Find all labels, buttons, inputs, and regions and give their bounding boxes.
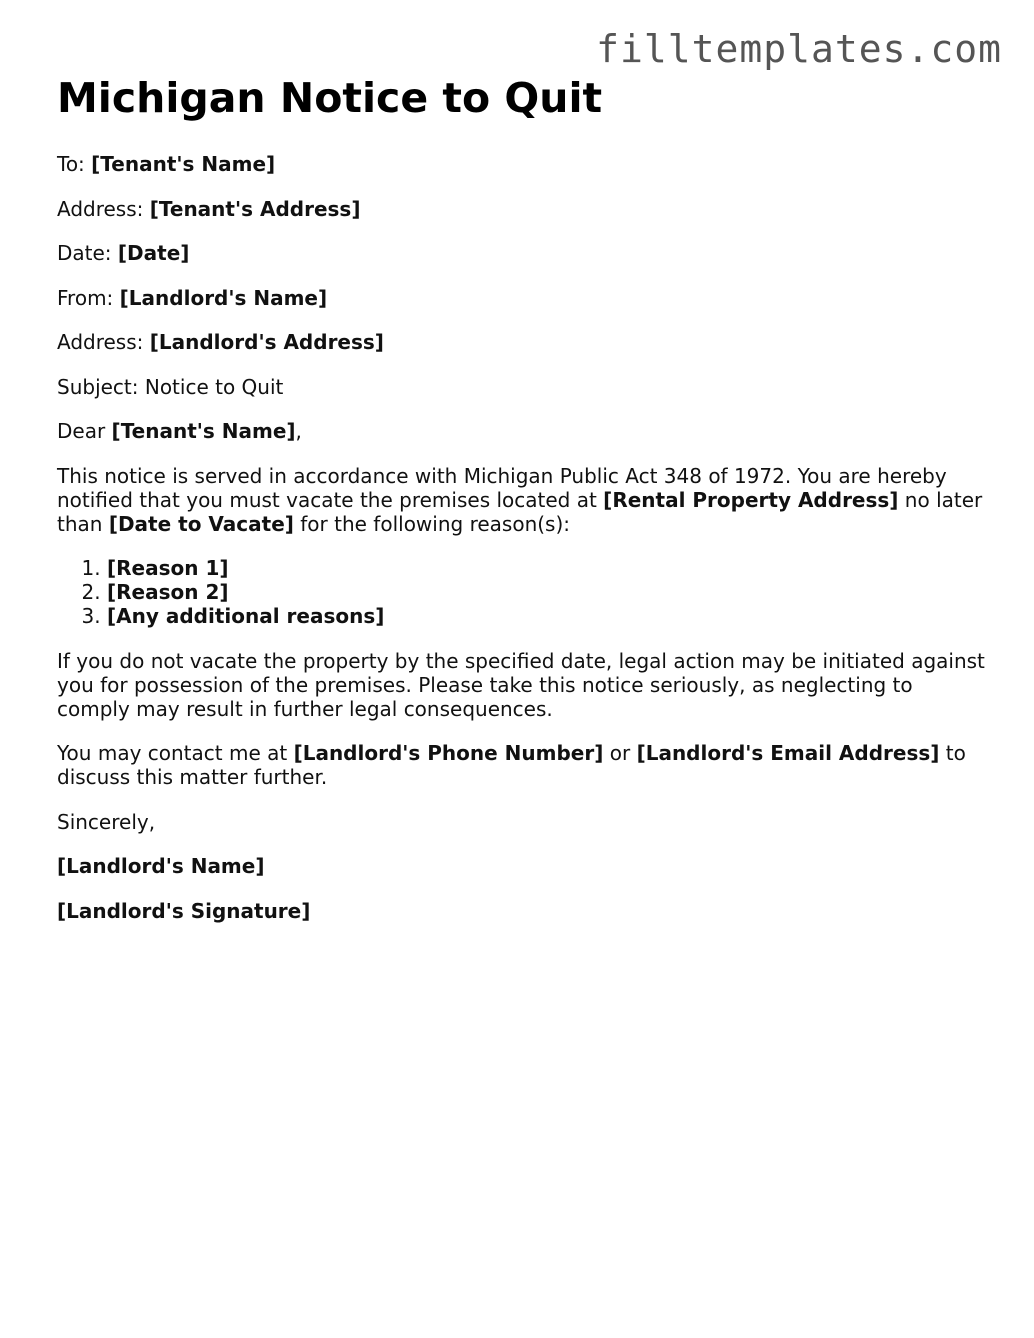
date-placeholder: [Date] [117,241,190,265]
list-item [107,604,987,628]
rental-property-placeholder: [Rental Property Address] [603,487,899,512]
body-paragraph [57,464,987,536]
signature-name [57,854,987,878]
body-text-1: This notice is served in accordance with Michigan Public Act 348 of 1972. You are hereby notified that you must vacate the premises located at [57,463,947,512]
landlord-phone-placeholder: [Landlord's Phone Number] [293,741,604,765]
tenant-address-placeholder: [Tenant's Address] [149,196,361,221]
landlord-address-field [57,330,987,354]
body-text-3: for the following reason(s): [293,511,571,536]
tenant-name-placeholder: [Tenant's Name] [91,152,276,176]
contact-text-3: to discuss this matter further. [57,741,966,789]
document-page [57,72,987,943]
tenant-address-field [57,197,987,221]
vacate-date-placeholder: [Date to Vacate] [108,511,294,536]
contact-text-1: You may contact me at [57,741,294,765]
date-label: Date: [57,241,118,265]
reasons-list [57,556,987,628]
tenant-address-label: Address: [57,196,150,221]
landlord-email-placeholder: [Landlord's Email Address] [636,741,940,765]
salutation [57,419,987,443]
to-label: To: [57,152,92,176]
salutation-suffix: , [295,419,302,443]
list-item [107,580,987,604]
contact-paragraph [57,741,987,789]
signature-placeholder: [Landlord's Signature] [57,898,311,923]
closing: Sincerely, [57,809,156,834]
from-field [57,286,987,310]
contact-text-2: or [603,741,637,765]
list-item [107,556,987,580]
warning-paragraph: If you do not vacate the property by the specified date, legal action may be initiated against you for possession of the premises. Please take this notice seriously, as neglecting to comply may result in further legal consequences. [57,648,985,721]
subject-line: Subject: Notice to Quit [57,374,284,399]
to-field [57,152,987,176]
date-field [57,241,987,265]
landlord-address-placeholder: [Landlord's Address] [149,330,384,354]
page-title: Michigan Notice to Quit [57,74,603,122]
reason-3: [Any additional reasons] [107,604,385,628]
reason-2: [Reason 2] [107,580,229,604]
landlord-address-label: Address: [57,330,150,354]
landlord-name-placeholder: [Landlord's Name] [119,285,328,310]
signature-name-placeholder: [Landlord's Name] [57,854,265,878]
from-label: From: [57,285,120,310]
body-text-2: no later than [57,487,983,536]
signature-line [57,899,987,923]
watermark: filltemplates.com [596,27,1002,71]
salutation-prefix: Dear [57,419,112,443]
reason-1: [Reason 1] [107,556,229,580]
salutation-name: [Tenant's Name] [111,419,296,443]
